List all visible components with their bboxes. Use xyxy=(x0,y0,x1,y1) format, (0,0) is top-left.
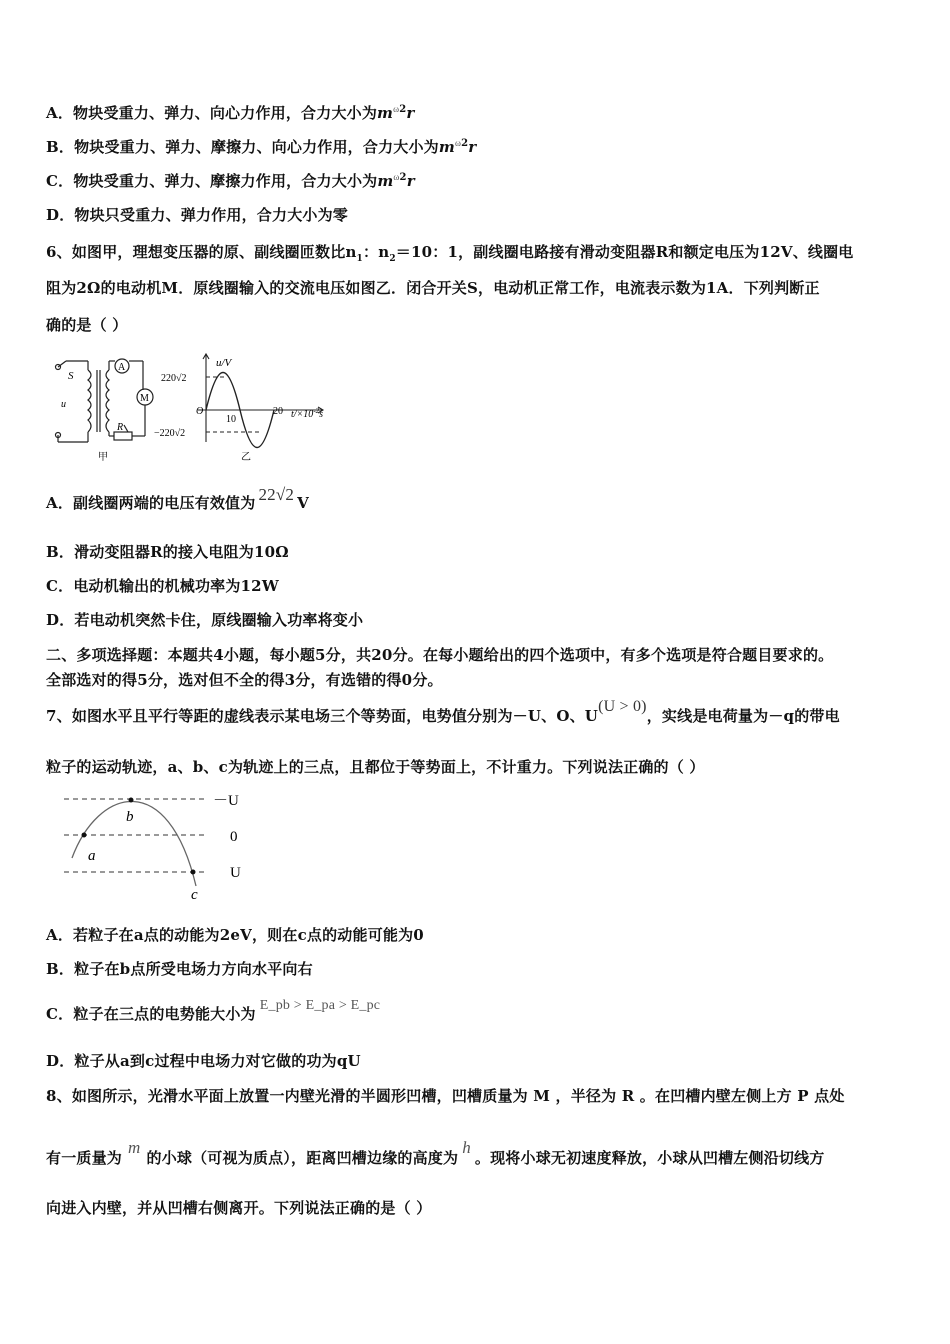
tick-20-label: 20 xyxy=(273,406,283,417)
q7-option-c-text: C．粒子在三点的电势能大小为 xyxy=(46,1005,256,1023)
potential-zero-label: 0 xyxy=(230,829,238,845)
motor-label: M xyxy=(140,393,149,404)
y-negative-label: −220√2 xyxy=(154,428,186,439)
source-label: u xyxy=(61,399,66,410)
q6-option-c: C．电动机输出的机械功率为12W xyxy=(46,577,279,595)
q6-stem-line1 xyxy=(46,241,854,264)
q8-stem-mid: 的小球（可视为质点），距离凹槽边缘的高度为 xyxy=(146,1149,459,1167)
q6-option-d: D．若电动机突然卡住，原线圈输入功率将变小 xyxy=(46,611,364,629)
formula-m: m xyxy=(377,104,394,122)
q7-option-a: A．若粒子在a点的动能为2eV，则在c点的动能可能为0 xyxy=(46,926,424,944)
point-c-label: c xyxy=(191,887,198,903)
q8-stem-line2 xyxy=(46,1138,825,1168)
q5-option-b-text: B．物块受重力、弹力、摩擦力、向心力作用，合力大小为 xyxy=(46,138,439,156)
q7-option-d: D．粒子从a到c过程中电场力对它做的功为qU xyxy=(46,1052,361,1070)
formula-square: 2 xyxy=(399,172,407,183)
formula-square: 2 xyxy=(461,138,469,149)
formula-r: r xyxy=(468,138,477,156)
y-positive-label: 220√2 xyxy=(161,373,187,384)
q5-option-c xyxy=(46,170,415,191)
q5-option-d: D．物块只受重力、弹力作用，合力大小为零 xyxy=(46,206,349,224)
point-a-label: a xyxy=(88,848,96,864)
ammeter-label: A xyxy=(118,362,126,373)
q7-option-c xyxy=(46,998,381,1024)
formula-potential-energy: E_pb > E_pa > E_pc xyxy=(259,998,381,1013)
tick-10-label: 10 xyxy=(226,414,236,425)
particle-trajectory xyxy=(72,801,196,886)
formula-omega: ω xyxy=(454,138,462,148)
switch-label: S xyxy=(68,370,74,382)
q8-stem-line1: 8、如图所示，光滑水平面上放置一内壁光滑的半圆形凹槽，凹槽质量为 M ，半径为 R 。在凹槽内壁左侧上方 P 点处 xyxy=(46,1087,845,1105)
q6-stem-line3: 确的是（ ） xyxy=(46,316,128,334)
q7-stem-line2: 粒子的运动轨迹，a、b、c为轨迹上的三点，且都位于等势面上，不计重力。下列说法正确的（ ） xyxy=(46,758,705,776)
formula-omega: ω xyxy=(393,172,400,182)
formula-square: 2 xyxy=(399,104,407,115)
q7-option-b: B．粒子在b点所受电场力方向水平向右 xyxy=(46,960,313,978)
potential-u-label: U xyxy=(230,865,241,881)
subscript-1: 1 xyxy=(356,254,364,264)
q6-stem-text: 6、如图甲，理想变压器的原、副线圈匝数比n xyxy=(46,243,357,261)
q6-option-a-text: A．副线圈两端的电压有效值为 xyxy=(46,494,256,512)
u-axis-label: u/V xyxy=(216,357,232,369)
q6-stem-line2: 阻为2Ω的电动机M．原线圈输入的交流电压如图乙．闭合开关S，电动机正常工作，电流表示数为1A．下列判断正 xyxy=(46,279,820,297)
formula-m: m xyxy=(438,138,455,156)
q6-colon-n: ：n xyxy=(363,243,390,261)
q5-option-a xyxy=(46,102,415,123)
origin-label: O xyxy=(196,406,204,417)
formula-r: r xyxy=(406,104,415,122)
potential-neg-u-label: －U xyxy=(213,793,239,809)
q5-option-c-text: C．物块受重力、弹力、摩擦力作用，合力大小为 xyxy=(46,172,378,190)
t-axis-label: $t/\times 10^{-2}s$ xyxy=(291,407,324,420)
point-b-dot xyxy=(129,798,134,803)
q8-stem-text: 有一质量为 xyxy=(46,1149,123,1167)
formula-m: m xyxy=(377,172,394,190)
q7-stem-text: 7、如图水平且平行等距的虚线表示某电场三个等势面，电势值分别为－U、O、U xyxy=(46,707,599,725)
formula-omega: ω xyxy=(393,104,400,114)
q6-option-b: B．滑动变阻器R的接入电阻为10Ω xyxy=(46,543,289,561)
point-b-label: b xyxy=(126,809,134,825)
subscript-2: 2 xyxy=(389,254,396,264)
formula-mass-m: m xyxy=(128,1138,141,1157)
formula-u-positive: (U > 0) xyxy=(598,698,647,715)
formula-r: r xyxy=(406,172,415,190)
point-c-dot xyxy=(191,870,196,875)
unit-volt: V xyxy=(297,494,309,512)
q7-stem-rest: ，实线是电荷量为－q的带电 xyxy=(646,707,840,725)
q7-figure xyxy=(58,788,258,906)
resistor-label: R xyxy=(117,422,124,433)
formula-22-root2: 22√2 xyxy=(258,485,295,504)
point-a-dot xyxy=(82,833,87,838)
q8-stem-rest: 。现将小球无初速度释放，小球从凹槽左侧沿切线方 xyxy=(474,1149,825,1167)
section2-instructions-line1: 二、多项选择题：本题共4小题，每小题5分，共20分。在每小题给出的四个选项中，有多个选项是符合题目要求的。 xyxy=(46,646,834,664)
q8-stem-line3: 向进入内壁，并从凹槽右侧离开。下列说法正确的是（ ） xyxy=(46,1199,432,1217)
q6-figure xyxy=(48,350,353,465)
q5-option-a-text: A．物块受重力、弹力、向心力作用，合力大小为 xyxy=(46,104,378,122)
q6-stem-rest: ＝10：1，副线圈电路接有滑动变阻器R和额定电压为12V、线圈电 xyxy=(395,243,854,261)
q5-option-b xyxy=(46,136,476,157)
figure-jia-label: 甲 xyxy=(98,452,108,463)
figure-yi-label: 乙 xyxy=(241,452,251,463)
q7-stem-line1 xyxy=(46,698,840,726)
formula-height-h: h xyxy=(462,1138,471,1157)
q6-option-a xyxy=(46,485,309,513)
section2-instructions-line2: 全部选对的得5分，选对但不全的得3分，有选错的得0分。 xyxy=(46,671,443,689)
